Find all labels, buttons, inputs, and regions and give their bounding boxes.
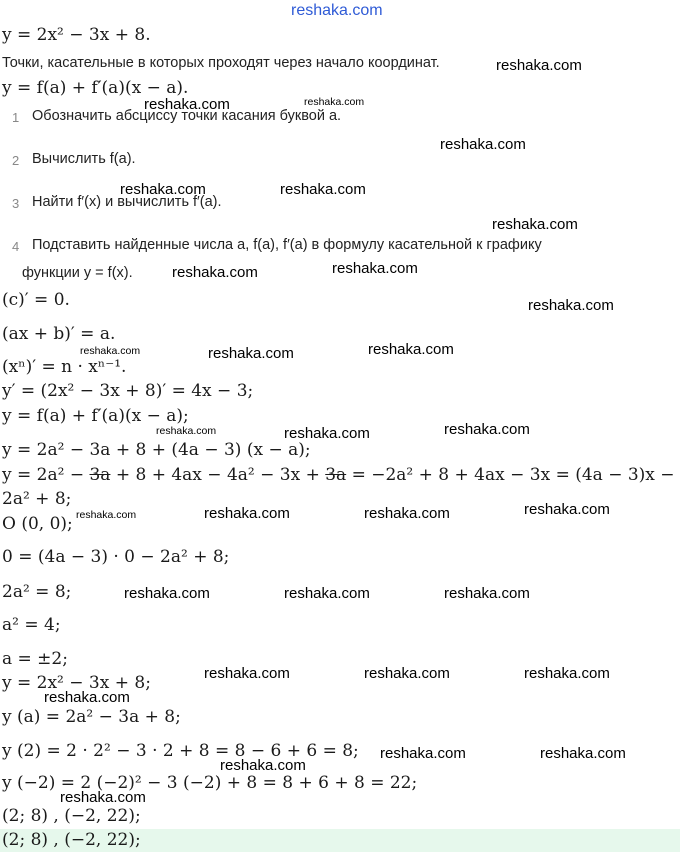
step-text-continued: функции y = f(x). — [22, 265, 133, 281]
watermark[interactable]: reshaka.com — [280, 181, 366, 198]
watermark[interactable]: reshaka.com — [444, 421, 530, 438]
watermark[interactable]: reshaka.com — [156, 425, 217, 437]
watermark[interactable]: reshaka.com — [220, 757, 306, 774]
step-number: 1 — [12, 110, 20, 125]
tangent-formula: y = f(a) + f′(a)(x − a). — [2, 78, 189, 98]
watermark[interactable]: reshaka.com — [528, 297, 614, 314]
watermark[interactable]: reshaka.com — [524, 665, 610, 682]
watermark[interactable]: reshaka.com — [364, 505, 450, 522]
cancelled-term: 3a — [325, 465, 347, 485]
watermark[interactable]: reshaka.com — [144, 96, 230, 113]
watermark[interactable]: reshaka.com — [304, 96, 365, 108]
equation-line: 0 = (4a − 3) · 0 − 2a² + 8; — [2, 547, 230, 567]
intro-text: Точки, касательные в которых проходят через начало координат. — [2, 55, 440, 71]
equation-line: 2a² = 8; — [2, 582, 72, 602]
watermark[interactable]: reshaka.com — [120, 181, 206, 198]
equation-line: a = ±2; — [2, 649, 68, 669]
watermark[interactable]: reshaka.com — [440, 136, 526, 153]
watermark[interactable]: reshaka.com — [492, 216, 578, 233]
watermark[interactable]: reshaka.com — [284, 425, 370, 442]
watermark[interactable]: reshaka.com — [204, 505, 290, 522]
function-line: y = 2x² − 3x + 8. — [2, 25, 151, 45]
watermark[interactable]: reshaka.com — [172, 264, 258, 281]
expansion-continued: 2a² + 8; — [2, 489, 72, 509]
watermark[interactable]: reshaka.com — [284, 585, 370, 602]
watermark[interactable]: reshaka.com — [368, 341, 454, 358]
step-text: Обозначить абсциссу точки касания буквой a. — [32, 108, 342, 124]
step-text: Найти f′(x) и вычислить f′(a). — [32, 194, 222, 210]
substitution-line: y = 2a² − 3a + 8 + (4a − 3) (x − a); — [2, 440, 311, 460]
watermark[interactable]: reshaka.com — [80, 345, 141, 357]
cancelled-term: 3a — [89, 465, 111, 485]
points-line: (2; 8) , (−2, 22); — [2, 806, 141, 826]
watermark[interactable]: reshaka.com — [332, 260, 418, 277]
step-number: 2 — [12, 153, 20, 168]
watermark[interactable]: reshaka.com — [204, 665, 290, 682]
watermark[interactable]: reshaka.com — [496, 57, 582, 74]
step-number: 4 — [12, 239, 20, 254]
expansion-line: y = 2a² − 3a + 8 + 4ax − 4a² − 3x + 3a = −2a² + 8 + 4ax − 3x = (4a − 3)x − — [2, 465, 675, 485]
watermark[interactable]: reshaka.com — [540, 745, 626, 762]
watermark-top[interactable]: reshaka.com — [291, 2, 383, 19]
y-of-2-line: y (2) = 2 · 2² − 3 · 2 + 8 = 8 − 6 + 6 = 8; — [2, 741, 359, 761]
watermark[interactable]: reshaka.com — [76, 509, 137, 521]
watermark[interactable]: reshaka.com — [60, 789, 146, 806]
watermark[interactable]: reshaka.com — [44, 689, 130, 706]
tangent-formula-2: y = f(a) + f′(a)(x − a); — [2, 406, 189, 426]
y-of-a-line: y (a) = 2a² − 3a + 8; — [2, 707, 181, 727]
answer-line: (2; 8) , (−2, 22); — [2, 830, 141, 850]
function-line-2: y = 2x² − 3x + 8; — [2, 673, 151, 693]
watermark[interactable]: reshaka.com — [380, 745, 466, 762]
power-derivative-rule: (xⁿ)′ = n · xⁿ⁻¹. — [2, 357, 127, 377]
watermark[interactable]: reshaka.com — [524, 501, 610, 518]
equation-line: a² = 4; — [2, 615, 61, 635]
function-derivative: y′ = (2x² − 3x + 8)′ = 4x − 3; — [2, 381, 254, 401]
watermark[interactable]: reshaka.com — [364, 665, 450, 682]
step-text: Подставить найденные числа a, f(a), f′(a) в формулу касательной к графику — [32, 237, 542, 253]
origin-point: O (0, 0); — [2, 514, 73, 534]
step-text: Вычислить f(a). — [32, 151, 136, 167]
linear-derivative-rule: (ax + b)′ = a. — [2, 324, 116, 344]
y-of-minus2-line: y (−2) = 2 (−2)² − 3 (−2) + 8 = 8 + 6 + 8 = 22; — [2, 773, 418, 793]
watermark[interactable]: reshaka.com — [124, 585, 210, 602]
watermark[interactable]: reshaka.com — [444, 585, 530, 602]
const-derivative-rule: (c)′ = 0. — [2, 290, 70, 310]
step-number: 3 — [12, 196, 20, 211]
watermark[interactable]: reshaka.com — [208, 345, 294, 362]
